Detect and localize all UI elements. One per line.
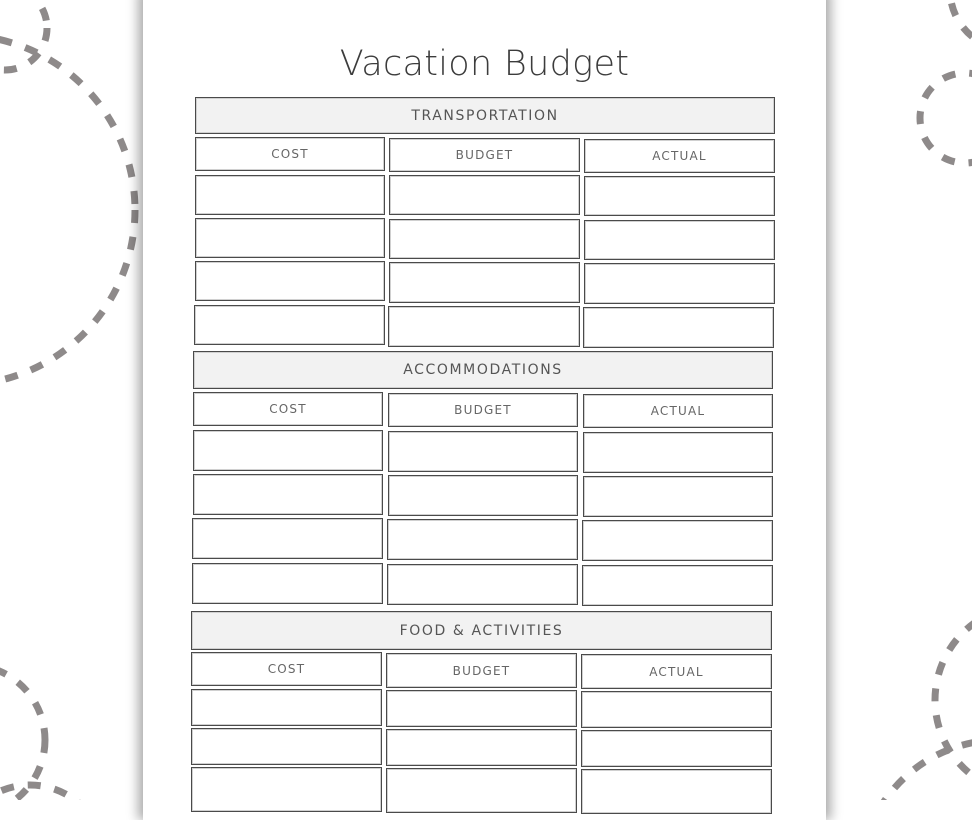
- accommodations-cost-cell-2[interactable]: [193, 474, 383, 515]
- column-header-cost: COST: [195, 137, 385, 171]
- food-activities-cost-cell-1[interactable]: [191, 689, 382, 726]
- transportation-actual-cell-4[interactable]: [583, 307, 774, 348]
- transportation-budget-cell-1[interactable]: [389, 175, 580, 215]
- food-activities-actual-cell-2[interactable]: [581, 730, 772, 767]
- dashed-circle-top-left-small: [0, 0, 47, 70]
- dashed-circle-top-left-large: [0, 35, 135, 385]
- transportation-cost-cell-3[interactable]: [195, 261, 385, 301]
- accommodations-cost-cell-1[interactable]: [193, 430, 383, 471]
- transportation-cost-cell-2[interactable]: [195, 218, 385, 258]
- accommodations-actual-cell-4[interactable]: [582, 565, 773, 606]
- transportation-cost-cell-4[interactable]: [194, 305, 385, 345]
- accommodations-actual-cell-2[interactable]: [583, 476, 773, 517]
- transportation-budget-cell-2[interactable]: [389, 219, 580, 259]
- dashed-circle-bottom-right-2: [860, 740, 972, 800]
- column-header-budget: BUDGET: [388, 393, 578, 427]
- column-header-cost: COST: [191, 652, 382, 686]
- accommodations-budget-cell-2[interactable]: [388, 475, 578, 516]
- section-header-transportation: TRANSPORTATION: [195, 97, 775, 134]
- food-activities-actual-cell-3[interactable]: [581, 769, 772, 814]
- column-header-actual: ACTUAL: [584, 139, 775, 173]
- accommodations-actual-cell-1[interactable]: [583, 432, 773, 473]
- dashed-circle-bottom-left-2: [0, 785, 105, 800]
- accommodations-budget-cell-1[interactable]: [388, 431, 578, 472]
- transportation-budget-cell-4[interactable]: [388, 306, 580, 347]
- section-header-food-activities: FOOD & ACTIVITIES: [191, 611, 772, 650]
- transportation-actual-cell-1[interactable]: [584, 176, 775, 216]
- food-activities-budget-cell-1[interactable]: [386, 690, 577, 727]
- accommodations-cost-cell-3[interactable]: [192, 518, 383, 559]
- page-title: Vacation Budget: [339, 44, 630, 84]
- dashed-circle-top-right-2: [920, 73, 972, 163]
- accommodations-actual-cell-3[interactable]: [582, 520, 773, 561]
- food-activities-budget-cell-2[interactable]: [386, 729, 577, 766]
- column-header-budget: BUDGET: [389, 138, 580, 172]
- dashed-circle-top-right-1: [950, 0, 972, 50]
- column-header-actual: ACTUAL: [581, 654, 772, 689]
- food-activities-cost-cell-2[interactable]: [191, 728, 382, 765]
- dashed-circle-bottom-right-1: [935, 605, 972, 795]
- accommodations-cost-cell-4[interactable]: [192, 563, 383, 604]
- food-activities-actual-cell-1[interactable]: [581, 691, 772, 728]
- accommodations-budget-cell-4[interactable]: [387, 564, 578, 605]
- transportation-cost-cell-1[interactable]: [195, 175, 385, 215]
- dashed-circle-bottom-left: [0, 665, 45, 800]
- transportation-actual-cell-2[interactable]: [584, 220, 775, 260]
- column-header-actual: ACTUAL: [583, 394, 773, 428]
- food-activities-cost-cell-3[interactable]: [191, 767, 382, 812]
- column-header-cost: COST: [193, 392, 383, 426]
- transportation-budget-cell-3[interactable]: [389, 262, 580, 303]
- food-activities-budget-cell-3[interactable]: [386, 768, 577, 813]
- accommodations-budget-cell-3[interactable]: [387, 519, 578, 560]
- transportation-actual-cell-3[interactable]: [584, 263, 775, 304]
- section-header-accommodations: ACCOMMODATIONS: [193, 351, 773, 389]
- column-header-budget: BUDGET: [386, 653, 577, 688]
